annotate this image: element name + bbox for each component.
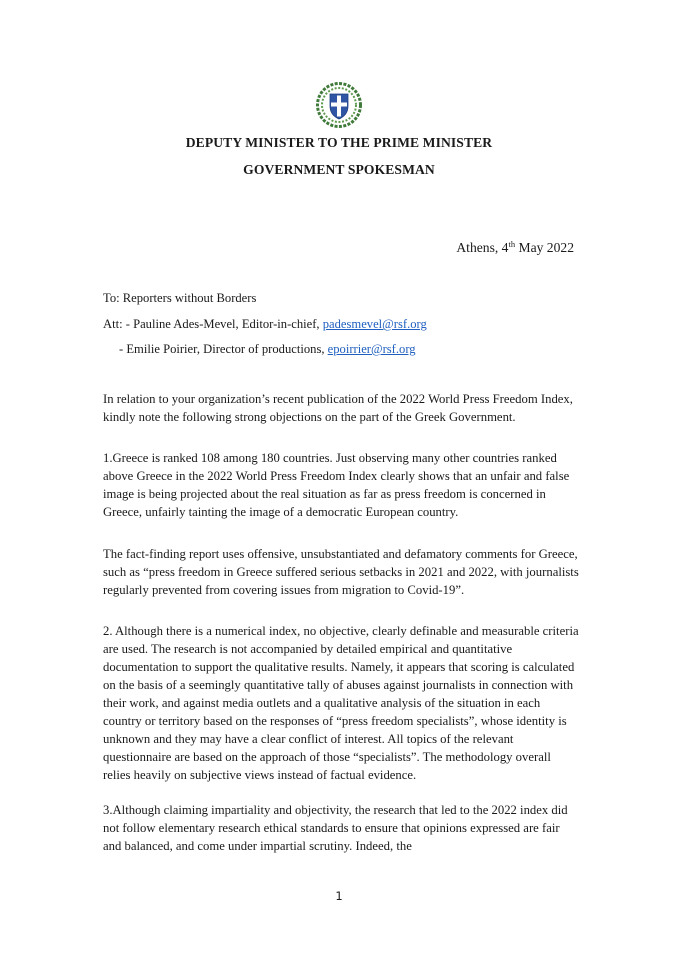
date-prefix: Athens, 4 <box>456 240 509 255</box>
body-paragraph: 3.Although claiming impartiality and objectivity, the research that led to the 2022 index did not follow elementary research ethical standards to ensure that opinions expressed are fair and balanced, and come under impartial scrutiny. Indeed, the <box>103 803 568 853</box>
date-month-year: May 2022 <box>515 240 574 255</box>
email-link[interactable]: padesmevel@rsf.org <box>322 317 427 331</box>
attention-line <box>119 342 416 357</box>
email-link[interactable]: epoirrier@rsf.org <box>327 342 416 356</box>
body-paragraph: 1.Greece is ranked 108 among 180 countries. Just observing many other countries ranked above Greece in the 2022 World Press Freedom Index clearly shows that an unfair and false image is being projected about the real situation as far as press freedom is concerned in Greece, unfairly tainting the image of a democratic European country. <box>103 451 570 519</box>
greek-coat-of-arms-icon <box>316 82 362 128</box>
attention-name: - Emilie Poirier, Director of productions, <box>119 342 328 356</box>
page-number: 1 <box>335 889 343 903</box>
heading-subtitle: GOVERNMENT SPOKESMAN <box>243 162 435 177</box>
attention-name: Att: - Pauline Ades-Mevel, Editor-in-chief, <box>103 317 323 331</box>
attention-line <box>103 317 427 332</box>
recipient-line: To: Reporters without Borders <box>103 291 257 305</box>
date-ordinal-suffix: th <box>508 239 516 249</box>
letter-date <box>456 240 574 256</box>
body-paragraph: The fact-finding report uses offensive, unsubstantiated and defamatory comments for Greece, such as “press freedom in Greece suffered serious setbacks in 2021 and 2022, with journalists regularly prevented from covering issues from migration to Covid-19”. <box>103 547 579 597</box>
heading-title: DEPUTY MINISTER TO THE PRIME MINISTER <box>185 135 493 150</box>
body-paragraph: 2. Although there is a numerical index, no objective, clearly definable and measurable criteria are used. The research is not accompanied by detailed empirical and quantitative documentation to support the qualitative results. Namely, it appears that scoring is calculated on the basis of a seemingly quantitative tally of abuses against journalists in connection with their work, and against media outlets and a qualitative analysis of the situation in each country or territory based on the responses of “press freedom specialists”, whose identity is unknown and they may have a clear conflict of interest. All topics of the relevant questionnaire are based on the approach of those “specialists”. The methodology overall relies heavily on subjective views instead of factual evidence. <box>103 624 579 782</box>
body-paragraph: In relation to your organization’s recent publication of the 2022 World Press Freedom Index, kindly note the following strong objections on the part of the Greek Government. <box>103 392 573 424</box>
